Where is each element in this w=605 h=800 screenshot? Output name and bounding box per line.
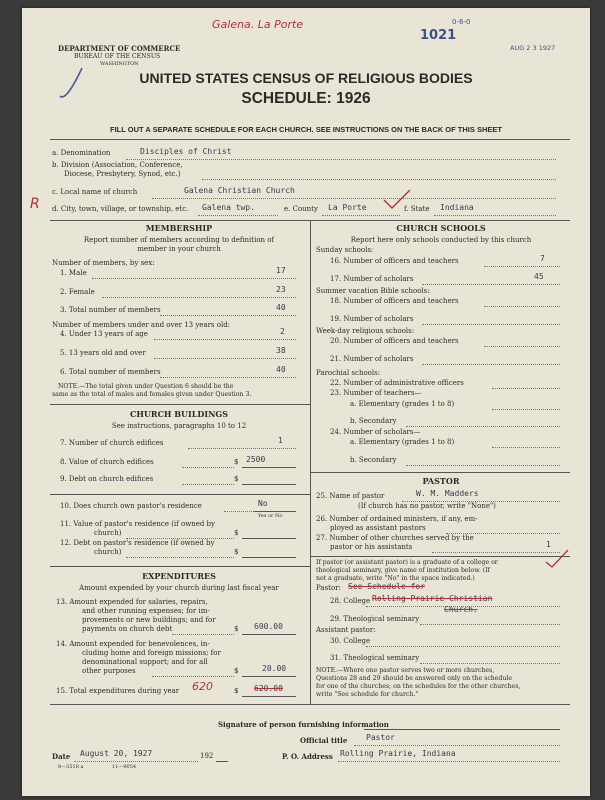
year-suffix: 192	[200, 752, 214, 760]
edifices-amount: 2500	[246, 455, 266, 464]
state-label: f. State	[404, 205, 430, 213]
total-expenditures-handwritten: 620	[192, 680, 213, 693]
pastor-note-3: for one of the churches; on the schedules for the other churches,	[316, 683, 521, 690]
parochial-scholars-elem-label: a. Elementary (grades 1 to 8)	[350, 438, 455, 446]
county-label: e. County	[284, 205, 318, 213]
parochial-schools-label: Parochial schools:	[316, 369, 381, 377]
checkmark-icon	[382, 188, 412, 210]
parochial-officers-label: 22. Number of administrative officers	[330, 379, 464, 387]
parochial-teachers-label: 23. Number of teachers—	[330, 389, 422, 397]
other-churches-value: 1	[546, 540, 551, 549]
female-label: 2. Female	[60, 288, 95, 296]
bureau-name: BUREAU OF THE CENSUS	[74, 53, 161, 60]
bureau-city: WASHINGTON	[100, 61, 139, 67]
pastor-note-2: Questions 28 and 29 should be answered only on the schedule	[316, 675, 513, 682]
denomination-value: Disciples of Christ	[140, 147, 232, 156]
pastor-note-4: write "See schedule for church."	[316, 691, 419, 698]
running-expenses-label-1: 13. Amount expended for salaries, repairs,	[56, 598, 208, 606]
by-sex-label: Number of members, by sex:	[52, 259, 155, 267]
running-expenses-label-4: payments on church debt	[82, 625, 173, 633]
benevolences-label-2: cluding home and foreign missions; for	[82, 649, 221, 657]
sunday-schools-label: Sunday schools:	[316, 246, 374, 254]
dollar-sign: $	[234, 548, 239, 556]
pastor-name-value: W. M. Madders	[416, 489, 479, 498]
total-members-2-value: 40	[276, 365, 286, 374]
residence-debt-label-2: church)	[94, 548, 122, 556]
handwritten-location-note: Galena. La Porte	[212, 18, 304, 31]
parochial-teachers-elem-label: a. Elementary (grades 1 to 8)	[350, 400, 455, 408]
running-expenses-label-3: provements or new buildings; and for	[82, 616, 216, 624]
dollar-sign: $	[234, 667, 239, 675]
other-churches-label-2: pastor or his assistants	[330, 543, 413, 551]
membership-note-1: NOTE.—The total given under Question 6 should be the	[58, 383, 234, 390]
dollar-sign: $	[234, 625, 239, 633]
summer-officers-label: 18. Number of officers and teachers	[330, 297, 459, 305]
female-value: 23	[276, 285, 286, 294]
local-name-label: c. Local name of church	[52, 188, 138, 196]
total-expenditures-value: 620.00	[254, 684, 283, 693]
assistant-pastor-label: Assistant pastor:	[316, 626, 376, 634]
sunday-officers-value: 7	[540, 254, 545, 263]
membership-sub-2: member in your church	[137, 245, 221, 253]
parochial-scholars-sec-label: b. Secondary	[350, 456, 397, 464]
total-expenditures-label: 15. Total expenditures during year	[56, 687, 180, 695]
official-title-label: Official title	[300, 736, 348, 745]
total-members-label: 3. Total number of members	[60, 306, 161, 314]
pastor-note-1: NOTE.—Where one pastor serves two or more churches,	[316, 667, 495, 674]
pastor-college-label: 28. College	[330, 597, 371, 605]
division-label: b. Division (Association, Conference,	[52, 161, 183, 169]
pastor-heading: PASTOR	[422, 476, 460, 486]
dollar-sign: $	[234, 475, 239, 483]
po-address-label: P. O. Address	[282, 752, 333, 761]
schools-sub: Report here only schools conducted by this church	[350, 236, 532, 244]
over-13-label: 5. 13 years old and over	[60, 349, 146, 357]
total-members-2-label: 6. Total number of members	[60, 368, 161, 376]
margin-mark: R	[30, 196, 40, 212]
membership-sub-1: Report number of members according to definition of	[83, 236, 275, 244]
po-address-value: Rolling Prairie, Indiana	[340, 749, 456, 758]
weekday-officers-label: 20. Number of officers and teachers	[330, 337, 459, 345]
graduate-note-1: If pastor (or assistant pastor) is a graduate of a college or	[316, 559, 498, 566]
age-label: Number of members under and over 13 years old:	[52, 321, 231, 329]
edifices-value-label: 8. Value of church edifices	[60, 458, 154, 466]
pastor-college-value: Rolling Prairie Christian	[372, 594, 493, 603]
membership-heading: MEMBERSHIP	[145, 223, 213, 233]
running-expenses-value: 600.00	[254, 622, 283, 631]
owns-residence-value: No	[258, 499, 268, 508]
division-label-2: Diocese, Presbytery, Synod, etc.)	[64, 170, 181, 178]
under-13-label: 4. Under 13 years of age	[60, 330, 148, 338]
number-stamp-superscript: 0-6-0	[452, 18, 471, 26]
print-number: 11—9054	[112, 764, 137, 770]
summer-scholars-label: 19. Number of scholars	[330, 315, 414, 323]
schedule-title: SCHEDULE: 1926	[241, 90, 371, 107]
denomination-label: a. Denomination	[52, 149, 111, 157]
parochial-teachers-sec-label: b. Secondary	[350, 417, 397, 425]
total-members-value: 40	[276, 303, 286, 312]
male-label: 1. Male	[60, 269, 87, 277]
weekday-schools-label: Week-day religious schools:	[316, 327, 415, 335]
parochial-scholars-label: 24. Number of scholars—	[330, 428, 421, 436]
local-name-value: Galena Christian Church	[184, 186, 295, 195]
form-instruction: FILL OUT A SEPARATE SCHEDULE FOR EACH CHURCH. SEE INSTRUCTIONS ON THE BACK OF THIS SHEET	[110, 125, 502, 134]
other-churches-label-1: 27. Number of other churches served by the	[316, 534, 474, 542]
benevolences-label-4: other purposes	[82, 667, 136, 675]
schools-heading: CHURCH SCHOOLS	[396, 223, 486, 233]
see-schedule-text: See Schedule for	[348, 582, 426, 591]
summer-schools-label: Summer vacation Bible schools:	[316, 287, 430, 295]
residence-value-label: 11. Value of pastor's residence (if owned by	[60, 520, 215, 528]
pastor-subheading: Pastor:	[316, 584, 341, 592]
benevolences-label-3: denominational support; and for all	[82, 658, 208, 666]
residence-debt-label: 12. Debt on pastor's residence (if owned by	[60, 539, 215, 547]
graduate-note-3: not a graduate, write "No" in the space indicated.)	[316, 575, 475, 582]
membership-note-2: same as the total of males and females given under Question 3.	[52, 391, 252, 398]
pastor-seminary-label: 29. Theological seminary	[330, 615, 420, 623]
assistant-seminary-label: 31. Theological seminary	[330, 654, 420, 662]
assistant-college-label: 30. College	[330, 637, 371, 645]
benevolences-label-1: 14. Amount expended for benevolences, in-	[56, 640, 210, 648]
sunday-scholars-value: 45	[534, 272, 544, 281]
pastor-name-label: 25. Name of pastor	[316, 492, 385, 500]
sunday-officers-label: 16. Number of officers and teachers	[330, 257, 459, 265]
yes-no-hint: Yes or No	[258, 513, 283, 519]
graduate-note-2: theological seminary, give name of institution below. (If	[316, 567, 490, 574]
under-13-value: 2	[280, 327, 285, 336]
owns-residence-label: 10. Does church own pastor's residence	[60, 502, 202, 510]
weekday-scholars-label: 21. Number of scholars	[330, 355, 414, 363]
county-value: La Porte	[328, 203, 367, 212]
received-date-stamp: AUG 2 3 1927	[510, 44, 556, 52]
signature-label: Signature of person furnishing information	[218, 720, 389, 729]
form-number: 8—5518 a	[58, 764, 84, 770]
census-form	[22, 8, 590, 796]
date-value: August 20, 1927	[80, 749, 153, 758]
male-value: 17	[276, 266, 286, 275]
dollar-sign: $	[234, 529, 239, 537]
expenditures-heading: EXPENDITURES	[142, 571, 216, 581]
department-name: DEPARTMENT OF COMMERCE	[58, 44, 181, 53]
form-title: UNITED STATES CENSUS OF RELIGIOUS BODIES	[139, 70, 473, 86]
city-label: d. City, town, village, or township, etc.	[52, 205, 189, 213]
buildings-sub: See instructions, paragraphs 10 to 12	[111, 422, 247, 430]
residence-value-label-2: church)	[94, 529, 122, 537]
official-title-value: Pastor	[366, 733, 395, 742]
edifices-label: 7. Number of church edifices	[60, 439, 164, 447]
dollar-sign: $	[234, 458, 239, 466]
benevolences-value: 20.00	[262, 664, 287, 673]
edifices-debt-label: 9. Debt on church edifices	[60, 475, 154, 483]
pastor-name-hint: (If church has no pastor, write "None")	[358, 502, 496, 510]
checkmark-icon	[544, 548, 570, 568]
number-stamp: 1021	[420, 28, 457, 43]
dollar-sign: $	[234, 687, 239, 695]
ordained-ministers-label-2: ployed as assistant pastors	[330, 524, 426, 532]
buildings-heading: CHURCH BUILDINGS	[130, 409, 228, 419]
ordained-ministers-label-1: 26. Number of ordained ministers, if any, em-	[316, 515, 478, 523]
city-value: Galena twp.	[202, 203, 255, 212]
date-label: Date	[52, 752, 71, 761]
edifices-value: 1	[278, 436, 283, 445]
sunday-scholars-label: 17. Number of scholars	[330, 275, 414, 283]
pastor-college-value-2: Church.	[444, 605, 478, 614]
over-13-value: 38	[276, 346, 286, 355]
expenditures-sub: Amount expended by your church during last fiscal year	[79, 584, 279, 592]
state-value: Indiana	[440, 203, 474, 212]
running-expenses-label-2: and other running expenses; for im-	[82, 607, 210, 615]
